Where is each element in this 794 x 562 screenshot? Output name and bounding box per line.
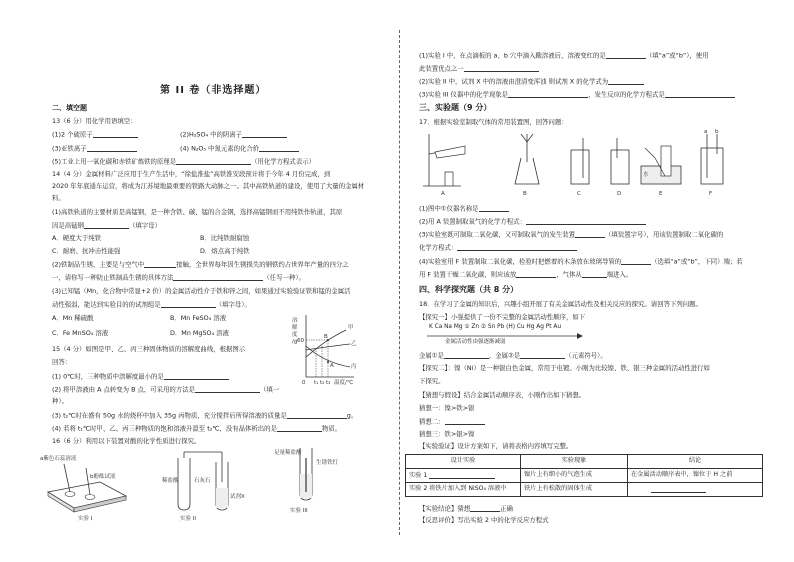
text-line: 下探究。	[419, 377, 445, 385]
tick-label: t₂	[320, 380, 325, 386]
lamp	[445, 172, 453, 186]
well-a	[65, 492, 75, 497]
apparatus-label: F	[709, 191, 713, 197]
apparatus-label: A	[441, 191, 445, 197]
answer-blank[interactable]	[444, 352, 489, 359]
answer-blank[interactable]	[582, 271, 607, 278]
apparatus-figure	[421, 128, 761, 198]
option: A．Mn 稀硫酸	[52, 314, 94, 322]
dropper	[64, 464, 70, 492]
table-cell: 铁片上有松散的固体生成	[521, 483, 628, 497]
q13-item: (4) N₂O₅ 中氮元素的化合价	[180, 145, 299, 152]
answer-blank[interactable]	[651, 486, 706, 493]
text-line: (1) 0℃时，三种物质中溶解度最小的是	[52, 373, 229, 380]
answer-blank[interactable]	[608, 78, 644, 85]
answer-blank[interactable]	[575, 231, 605, 238]
option: D．Mn MgSO₄ 溶液	[170, 329, 229, 337]
apparatus-label: C	[577, 191, 581, 197]
figure-label: 稀盐酸	[162, 478, 179, 484]
tick-label: 0	[302, 380, 306, 386]
text-line: (4) 若将 t₁℃时甲、乙、丙三种物质的饱和溶液升温至 t₂℃，没有晶体析出的是 物质。	[52, 424, 342, 433]
text-line: 【实验验证】设计方案如下，请将表格内容填写完整。	[419, 442, 573, 450]
point-a	[327, 361, 329, 363]
option: B．比纯铁耐腐蚀	[200, 234, 250, 242]
question-18: 18．在学习了金属的知识后，兴趣小组开展了有关金属活动性及相关反应的探究。请回答下列问题。	[419, 300, 702, 308]
text-line: (1)实验 I 中，在点滴板的 a、b 穴中滴入酸溶液后，溶液变红的是 （填“a”或“b”），使用	[419, 51, 709, 60]
y-label: 度	[292, 332, 298, 338]
answer-blank[interactable]	[470, 505, 500, 512]
table-header: 结论	[628, 455, 763, 469]
answer-blank[interactable]	[429, 472, 495, 479]
text-line: 化学方程式：	[419, 244, 577, 251]
well-b	[85, 495, 95, 500]
text-line: 一，请你写一种防止铁制品生锈的具体方法 （任写一种）。	[52, 273, 305, 282]
figure-label: 足量稀盐酸	[274, 450, 302, 456]
apparatus-label: 水	[643, 172, 649, 178]
text-line: 料。	[52, 194, 65, 202]
section-heading: 二、填空题	[52, 104, 87, 112]
text-line: (3) t₂℃时在盛有 50g 水的烧杯中加入 35g 丙物质，充分搅拌后所得溶液的质量是 g。	[52, 411, 358, 420]
question-14: 14（4 分）金属材料广泛应用于生产生活中，“徐盐淮盐”高铁淮安段预计将于今年 4 月份完成，到	[52, 170, 331, 178]
section-heading: 三、实验题（9 分）	[419, 103, 492, 112]
left-column	[40, 0, 395, 562]
experiment-3-figure	[270, 444, 340, 514]
series-label: 丙	[351, 364, 357, 370]
option: B．Mn FeSO₄ 溶液	[170, 314, 227, 322]
experiment-table	[405, 454, 763, 497]
question-15: 15（4 分）如图是甲、乙、丙三种固体物质的溶解度曲线，根据图示	[52, 345, 246, 353]
text-line: (3)实验 III 仪器中的化学现象是 ，发生反应的化学方程式是	[419, 91, 735, 98]
answer-blank[interactable]	[277, 425, 322, 432]
column-divider	[399, 30, 400, 535]
apparatus-label: b	[715, 129, 719, 135]
bottle-d	[611, 150, 629, 184]
question-17: 17．根据实验室制取气体的常用装置图，回答问题：	[419, 118, 568, 126]
experiment-1-figure	[40, 452, 130, 522]
answer-blank[interactable]	[176, 158, 251, 165]
answer-blank[interactable]	[621, 258, 651, 265]
series-label: 乙	[351, 341, 357, 347]
section-heading: 四、科学探究题（共 8 分）	[419, 285, 519, 294]
question-13: 13（6 分）用化学用语填空：	[52, 117, 137, 125]
figure-caption: 实验 I	[78, 516, 93, 522]
apparatus-label: D	[617, 191, 622, 197]
text-line: 用 F 装置干燥二氧化碳，则应该放 ，气体从 端进入。	[419, 270, 633, 279]
right-column	[405, 0, 765, 562]
series-label: 甲	[348, 325, 354, 331]
text-line: (1)高铁轨道的主要材质是高锰钢，是一种含铁、碳、锰的合金钢，选择高锰钢而不用纯铁作轨道，其原	[52, 208, 343, 216]
question-16: 16（6 分）利用以下装置对酸的化学性质进行探究。	[52, 437, 201, 445]
answer-blank[interactable]	[242, 131, 287, 138]
text-line: 【探究一】小强提供了一份不完整的金属活动性顺序，如下	[419, 313, 586, 321]
table-cell: 实验 1	[406, 469, 521, 483]
bottle-c	[571, 150, 589, 184]
q13-item: (3)亚铁离子	[52, 145, 137, 152]
figure-caption: 实验 III	[290, 508, 308, 514]
guess-2: 猜想二：	[419, 418, 485, 425]
tube	[435, 146, 465, 158]
answer-blank[interactable]	[287, 412, 347, 419]
activity-series: K Ca Na Mg ① Zn ② Sn Pb (H) Cu Hg Ag Pt Au	[429, 324, 562, 330]
apparatus-label: a	[704, 129, 708, 135]
y-label: 解	[292, 325, 298, 331]
answer-blank[interactable]	[144, 261, 176, 268]
figure-label: 生锈铁钉	[316, 460, 339, 466]
page-title: 第 II 卷（非选择题）	[160, 85, 267, 96]
y-label: /g	[292, 339, 298, 345]
arrow-head	[577, 333, 583, 339]
answer-blank[interactable]	[195, 386, 260, 393]
answer-blank[interactable]	[84, 222, 129, 229]
tick-label: t₃	[326, 380, 331, 386]
table-header: 设计实验	[406, 455, 521, 469]
table-cell: 镍片上有细小的气泡生成	[521, 469, 628, 483]
tick-label: 60	[297, 338, 304, 344]
figure-label: b酚酞试液	[90, 474, 116, 480]
text-line: 【探究二】：镍（Ni）是一种银白色金属，常用于电镀。小刚为比较镍、铁、银三种金属的活动性进行如	[419, 364, 710, 372]
figure-label: 试剂X	[230, 494, 245, 500]
option: C．耐磨、抗冲击性能强	[52, 247, 121, 255]
table-cell: 实验 2 将铁片加入到 NiSO₄ 溶液中	[406, 483, 521, 497]
option: D．熔点高于纯铁	[200, 247, 250, 255]
answer-blank[interactable]	[164, 373, 229, 380]
answer-blank[interactable]	[606, 52, 646, 59]
bottle-f	[701, 148, 723, 184]
answer-blank[interactable]	[161, 301, 216, 308]
text-line: 动性强弱，能达到实验目的的试剂组是 （填字母）。	[52, 300, 251, 309]
q13-item: (2)H₂SO₄ 中的阴离子	[180, 131, 287, 138]
figure-caption: 实验 II	[180, 516, 196, 522]
x-label: 温度/℃	[334, 380, 354, 386]
text-line: (3)实验室既可制取二氧化碳，又可制取氧气的发生装置 （填装置字号），用该装置制取二氧化碳的	[419, 230, 724, 239]
table-row	[406, 469, 763, 483]
text-line: 种）。	[52, 397, 68, 405]
y-label: 溶	[292, 318, 298, 324]
experiment-2-figure	[150, 452, 245, 522]
arrow-caption: 金属活动性由强逐渐减弱	[445, 339, 506, 345]
answer-blank[interactable]	[173, 274, 263, 281]
figure-label: 石灰石	[194, 478, 211, 484]
solubility-graph	[288, 312, 358, 384]
text-line: (2)实验 II 中，试剂 X 中的溶液由澄清变浑浊 则试剂 X 的化学式为	[419, 78, 644, 85]
answer-blank[interactable]	[259, 145, 299, 152]
text-line: 2020 年年底通车运营，将成为江苏境地最重要的铁路大动脉之一。其中高铁轨道的建设，使用了大量的金属材	[52, 182, 365, 190]
text-line: 此装置优点之一	[419, 65, 539, 72]
text-line: 回答：	[52, 358, 72, 366]
answer-blank[interactable]	[464, 65, 539, 72]
table-cell	[628, 483, 763, 497]
point-label: B	[324, 334, 328, 340]
answer-blank[interactable]	[479, 205, 509, 212]
guess-3: 猜想三：铁>银>镍	[419, 430, 475, 438]
text-line: 金属①是 ，金属②是 （元素符号）。	[419, 351, 607, 360]
table-cell: 在金属活动顺序表中，镍位于 H 之前	[628, 469, 763, 483]
guess-1: 猜想一：镍>铁>银	[419, 404, 475, 412]
table-header: 实验现象	[521, 455, 628, 469]
text-line: 因是高锰钢 （填字母）	[52, 221, 161, 230]
text-line: (3)已知锰（Mn，化合物中常显+2 价）的金属活动性介于铁和锌之间，如果通过实验验证铁和锰的金属活	[52, 287, 351, 295]
point-label: A	[330, 363, 334, 369]
text-line: (2)铁制品生锈，主要是与空气中 接触，全世界每年因生锈损失的钢铁约占世界年产量的四分之	[52, 260, 349, 269]
apparatus-label: B	[523, 191, 527, 197]
text-line: (1)图中①仪器名称是	[419, 205, 509, 212]
text-line: 【实验结论】猜想 正确	[419, 504, 513, 513]
text-line: 【反思评价】写出实验 2 中的化学反应方程式	[419, 516, 549, 524]
answer-blank[interactable]	[516, 271, 556, 278]
option: C．Fe MnSO₄ 溶液	[52, 329, 109, 337]
answer-blank[interactable]	[508, 91, 588, 98]
text-line: (2)用 A 装置制取氧气的化学方程式：	[419, 218, 646, 225]
tick-label: t₁	[314, 380, 319, 386]
text-line: (4)实验室用 F 装置制取二氧化碳，检验时把燃着的木条放在玻璃导管的 （选填“a”或“b”，下同）端；若	[419, 257, 743, 266]
liquid	[216, 488, 228, 508]
answer-blank[interactable]	[526, 218, 646, 225]
answer-blank[interactable]	[665, 91, 735, 98]
text-line: 【猜想与假设】结合金属活动顺序表，小刚作出如下猜想。	[419, 391, 586, 399]
text-line: (2) 将甲溶液由 A 点转变为 B 点，可采用的方法是 （填一	[52, 385, 280, 394]
q13-item: (1)2 个硫原子	[52, 131, 138, 138]
answer-blank[interactable]	[87, 145, 137, 152]
answer-blank[interactable]	[445, 418, 485, 425]
table-row	[406, 483, 763, 497]
figure-label: a紫色石蕊溶液	[40, 456, 77, 462]
y-tube	[178, 458, 190, 510]
answer-blank[interactable]	[457, 244, 577, 251]
option: A．硬度大于纯铁	[52, 234, 102, 242]
table-header-row	[406, 455, 763, 469]
answer-blank[interactable]	[520, 352, 565, 359]
answer-blank[interactable]	[93, 131, 138, 138]
q13-item: (5)工业上用一氧化碳和赤铁矿炼铁的原理是 （用化学方程式表示）	[52, 157, 315, 166]
apparatus-label: E	[659, 191, 663, 197]
